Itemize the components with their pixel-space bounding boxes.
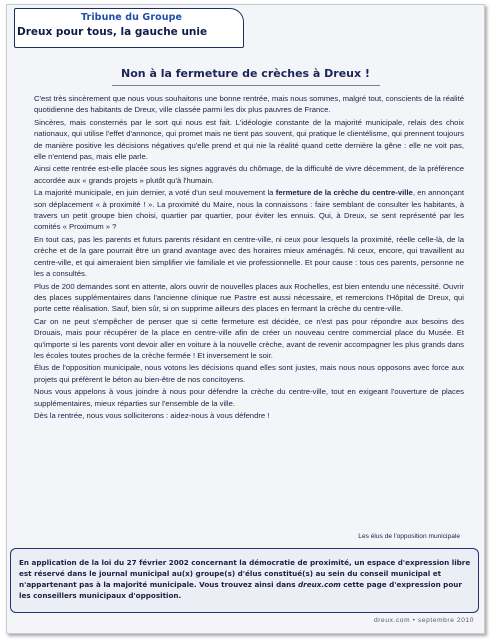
magazine-page (6, 4, 485, 634)
article-body (34, 93, 464, 422)
section-title: Tribune du Groupe (81, 12, 183, 23)
paragraph: Dès la rentrée, nous vous solliciterons : aidez-nous à vous défendre ! (34, 410, 270, 420)
paragraph (34, 187, 464, 233)
signature: Les élus de l'opposition municipale (358, 533, 460, 540)
group-name: Dreux pour tous, la gauche unie (17, 26, 208, 38)
legal-text: En application de la loi du 27 février 2002 concernant la démocratie de proximité, un espace d'expression libre est réservé dans le journal municipal au(x) groupe(s) d'élus constitué(s) au sein du conseil municipal et n'appartenant pas à la majorité municipale. Vous trouvez ainsi dans (19, 558, 471, 589)
paragraph: Sincères, mais consternés par le sort qui nous est fait. L'idéologie constante de la majorité municipale, relais des choix nationaux, qui utilise l'effet d'annonce, qui promet mais ne tient pas souvent, qui pratique le clientélisme, qui prennent toujours de manière positive les décisions négatives qu'elle prend et qui nie la réalité quand cette dernière la gêne : elle ne voit pas, elle n'entend pas, mais elle parle. (34, 117, 464, 162)
paragraph: Ainsi cette rentrée est-elle placée sous les signes aggravés du chômage, de la difficulté de vivre décemment, de la préférence accordée aux « grands projets » plutôt qu'à l'humain. (34, 164, 464, 185)
paragraph: Nous vous appelons à vous joindre à nous pour défendre la crèche du centre-ville, tout en exigeant l'ouverture de places supplémentaires, mieux réparties sur l'ensemble de la ville. (34, 387, 464, 408)
paragraph: Élus de l'opposition municipale, nous votons les décisions quand elles sont justes, mais nous nous opposons avec force aux projets qui préfèrent le béton au bien-être de nos concitoyens. (34, 363, 464, 384)
paragraph: Plus de 200 demandes sont en attente, alors ouvrir de nouvelles places aux Rochelles, est bien entendu une nécessité. Ouvrir des places supplémentaires dans l'ancienne clinique rue Pastre est aussi nécessaire, et remercions l'Hôpital de Dreux, qui porte cette réalisation. Sauf, bien sûr, si on supprime ailleurs des places en fermant la crèche du centre-ville. (34, 281, 464, 314)
highlight-text: fermeture de la crèche du centre-ville (275, 188, 413, 198)
legal-notice-text (19, 557, 471, 601)
paragraph: Car on ne peut s'empêcher de penser que si cette fermeture est décidée, ce n'est pas pour répondre aux besoins des Drouais, mais pour récupérer de la place en centre-ville afin de créer un nouveau centre commercial place du Musée. Et qu'importe si les parents vont devoir aller en voiture à la nouvelle crèche, avant de revenir accompagner les plus grands dans les écoles toutes proches de la crèche fermée ! Et inversement le soir. (34, 316, 464, 360)
paragraph-text: La majorité municipale, en juin dernier, a voté d'un seul mouvement la (34, 188, 276, 198)
title-divider (112, 85, 380, 86)
section-header (14, 8, 244, 48)
paragraph: En tout cas, pas les parents et futurs parents résidant en centre-ville, ni ceux pour lesquels la proximité, réelle celle-là, de la crèche et de la gare pourrait être un grand avantage avec des horaires mieux aménagés. Ni ceux, encore, qui travaillent au centre-ville, et qui aimeraient bien simplifier vie familiale et vie professionnelle. Et pour cause : tous ces parents, personne ne les a consultés. (34, 234, 464, 279)
website-name: dreux.com (298, 580, 341, 589)
legal-notice-box (10, 548, 479, 613)
paragraph-text: , en annonçant son déplacement « à proximité ! ». La proximité du Maire, nous la connaissons : faire semblant de consulter les habitants, à travers un petit groupe bien choisi, quartier par quartier, pour éviter les ennuis. Qui, à Dreux, se sent représenté par les comités « Proximum » ? (34, 188, 465, 232)
legal-text: cette page d'expression pour les conseillers municipaux d'opposition. (19, 580, 462, 600)
page-footer: dreux.com • septembre 2010 (373, 617, 474, 624)
article-title: Non à la fermeture de crèches à Dreux ! (121, 67, 370, 80)
paragraph: C'est très sincèrement que nous vous souhaitons une bonne rentrée, mais nous sommes, malgré tout, conscients de la réalité quotidienne des habitants de Dreux, ville classée parmi les dix plus pauvres de France. (34, 94, 464, 115)
